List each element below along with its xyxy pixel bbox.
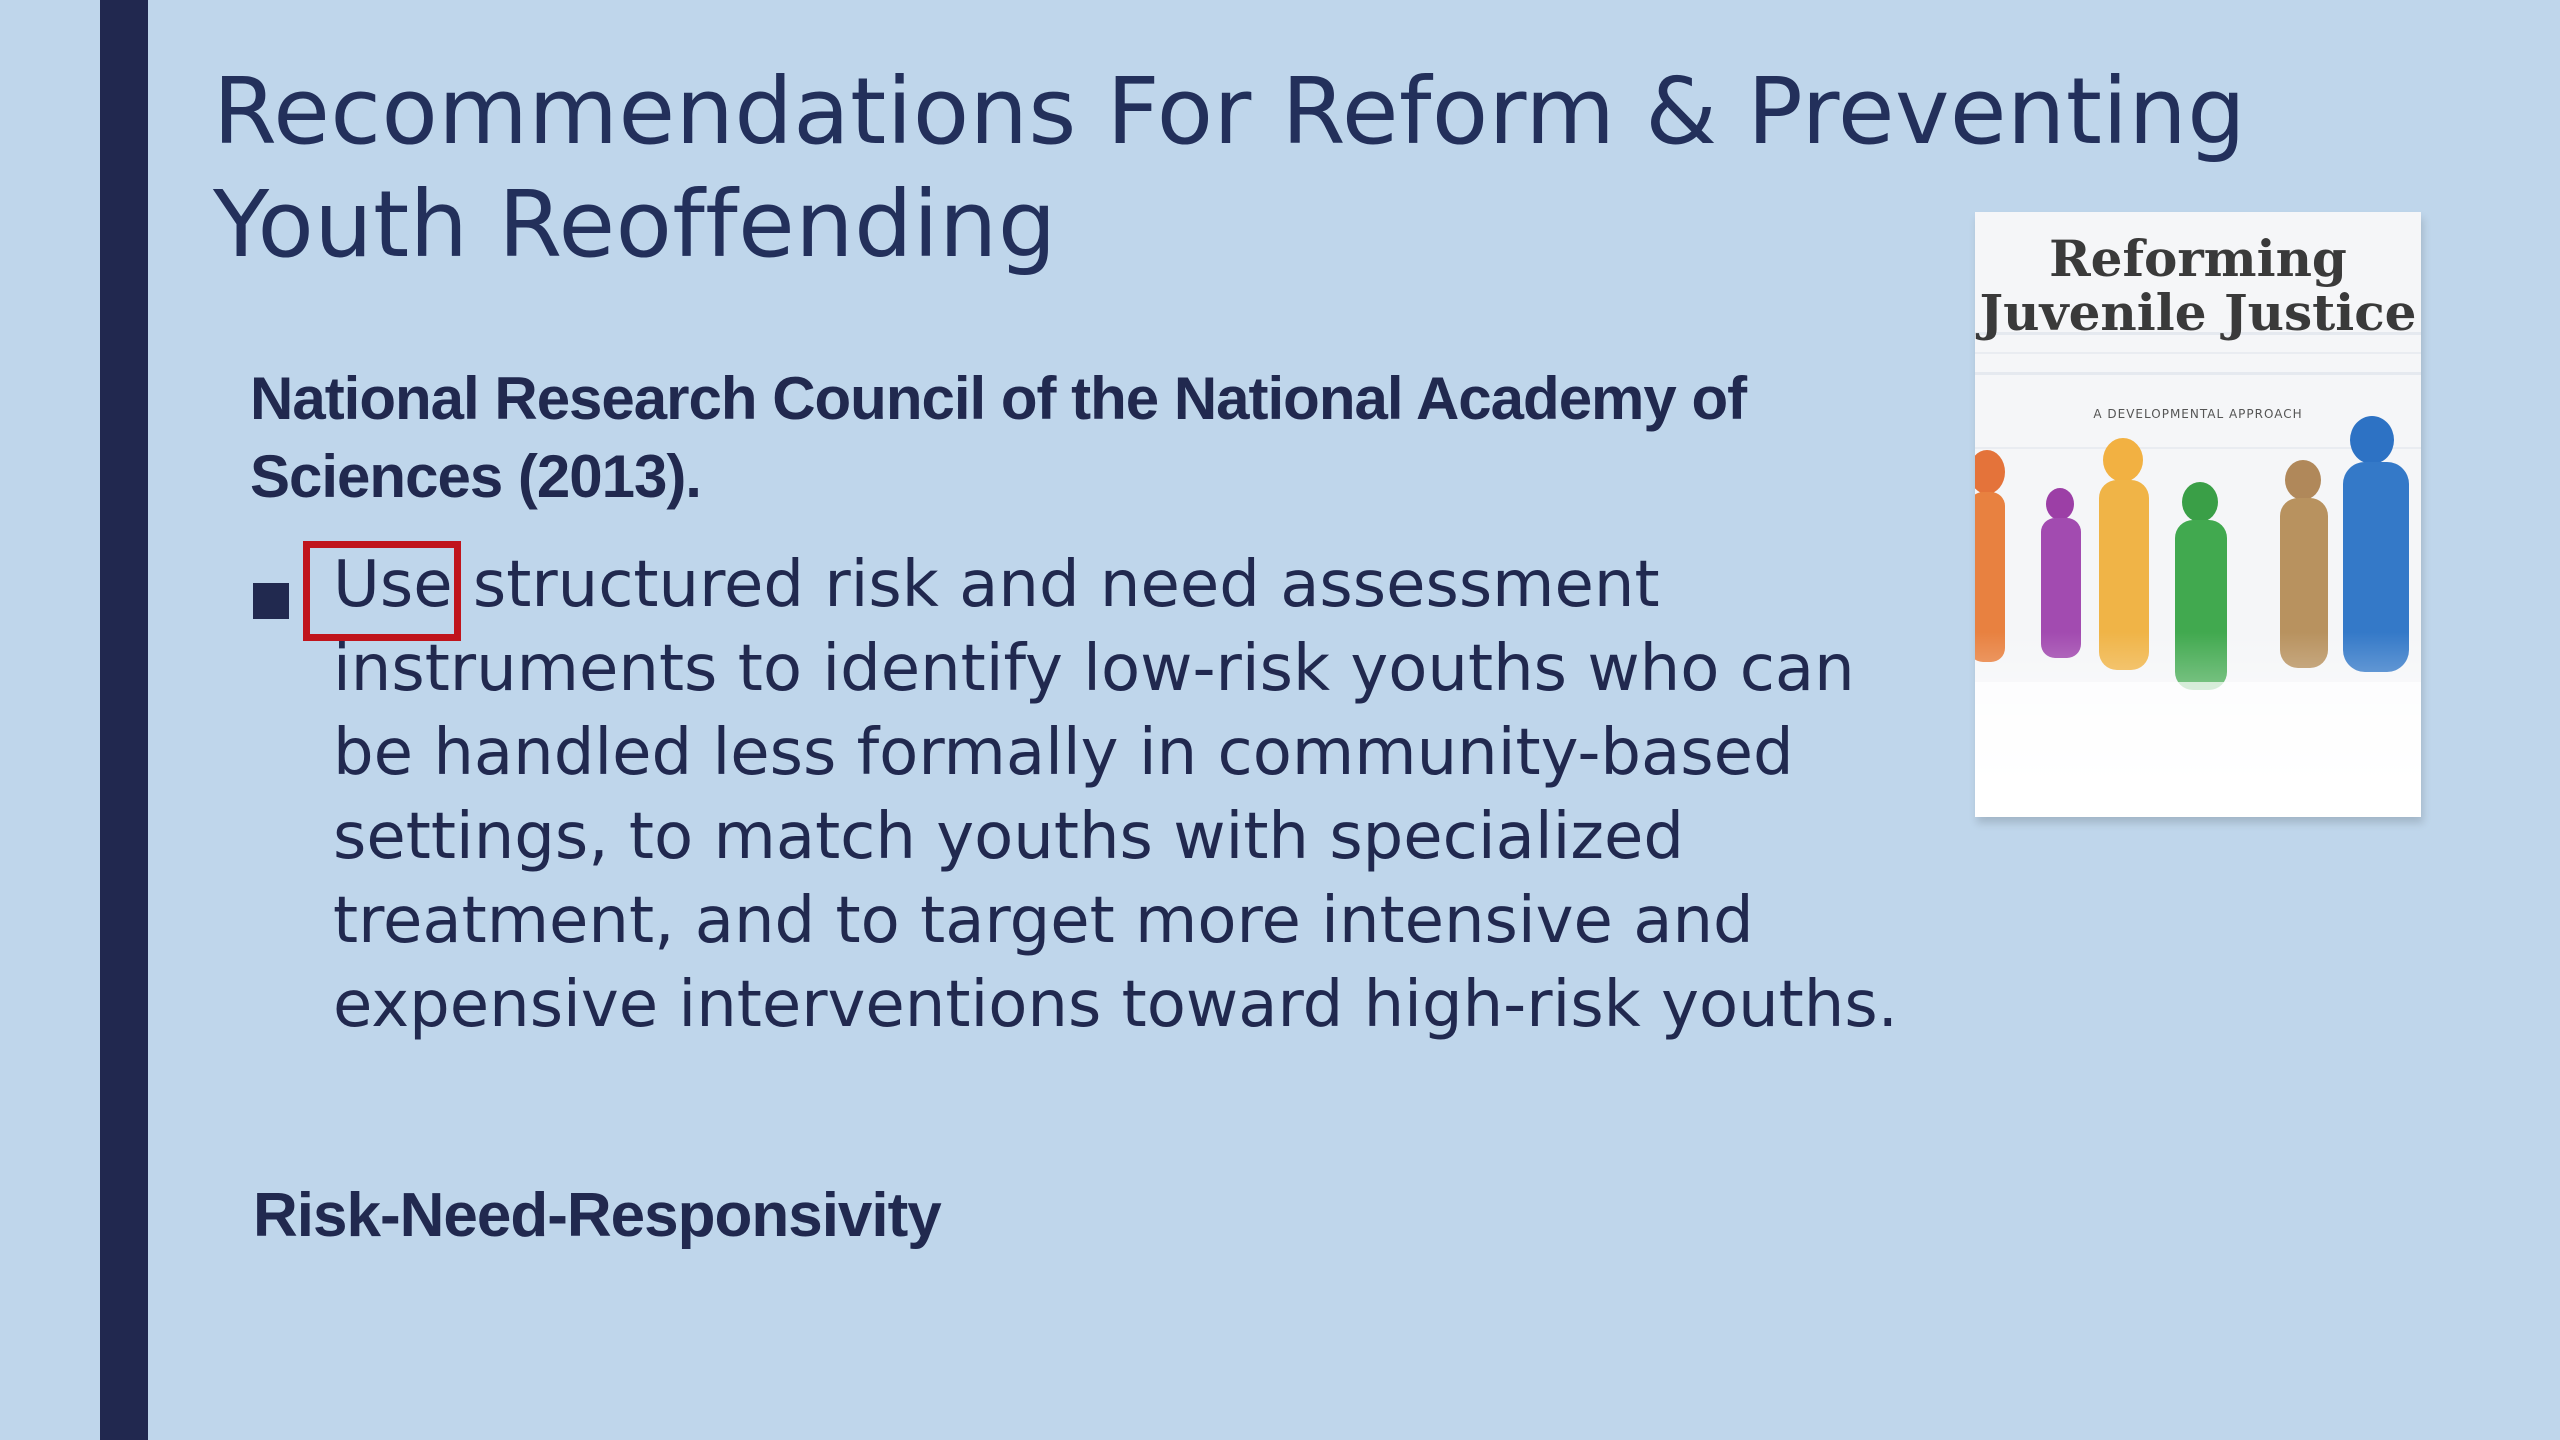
bullet-text[interactable] <box>333 543 1953 1047</box>
slide-subtitle[interactable]: National Research Council of the National Academy of Sciences (2013). <box>250 365 1747 510</box>
section-heading[interactable]: Risk-Need-Responsivity <box>253 1181 941 1250</box>
book-cover-image[interactable] <box>1975 212 2421 817</box>
slide-title[interactable]: Recommendations For Reform & Preventing Youth Reoffending <box>213 58 2247 278</box>
book-subtitle: A DEVELOPMENTAL APPROACH <box>2093 407 2303 421</box>
bullet-text-rest: structured risk and need assessment instruments to identify low-risk youths who can be handled less formally in community-based settings, to match youths with specialized treatment, and to target more intensive and expensive interventions toward high-risk youths. <box>333 548 1898 1042</box>
left-accent-bar <box>100 0 148 1440</box>
book-title: Reforming Juvenile Justice <box>1979 229 2417 342</box>
highlighted-word-text: Use <box>333 548 453 622</box>
highlighted-word[interactable] <box>333 543 453 627</box>
square-bullet-icon <box>253 583 289 619</box>
highlight-box <box>303 541 461 641</box>
bullet-item <box>253 543 1953 1047</box>
